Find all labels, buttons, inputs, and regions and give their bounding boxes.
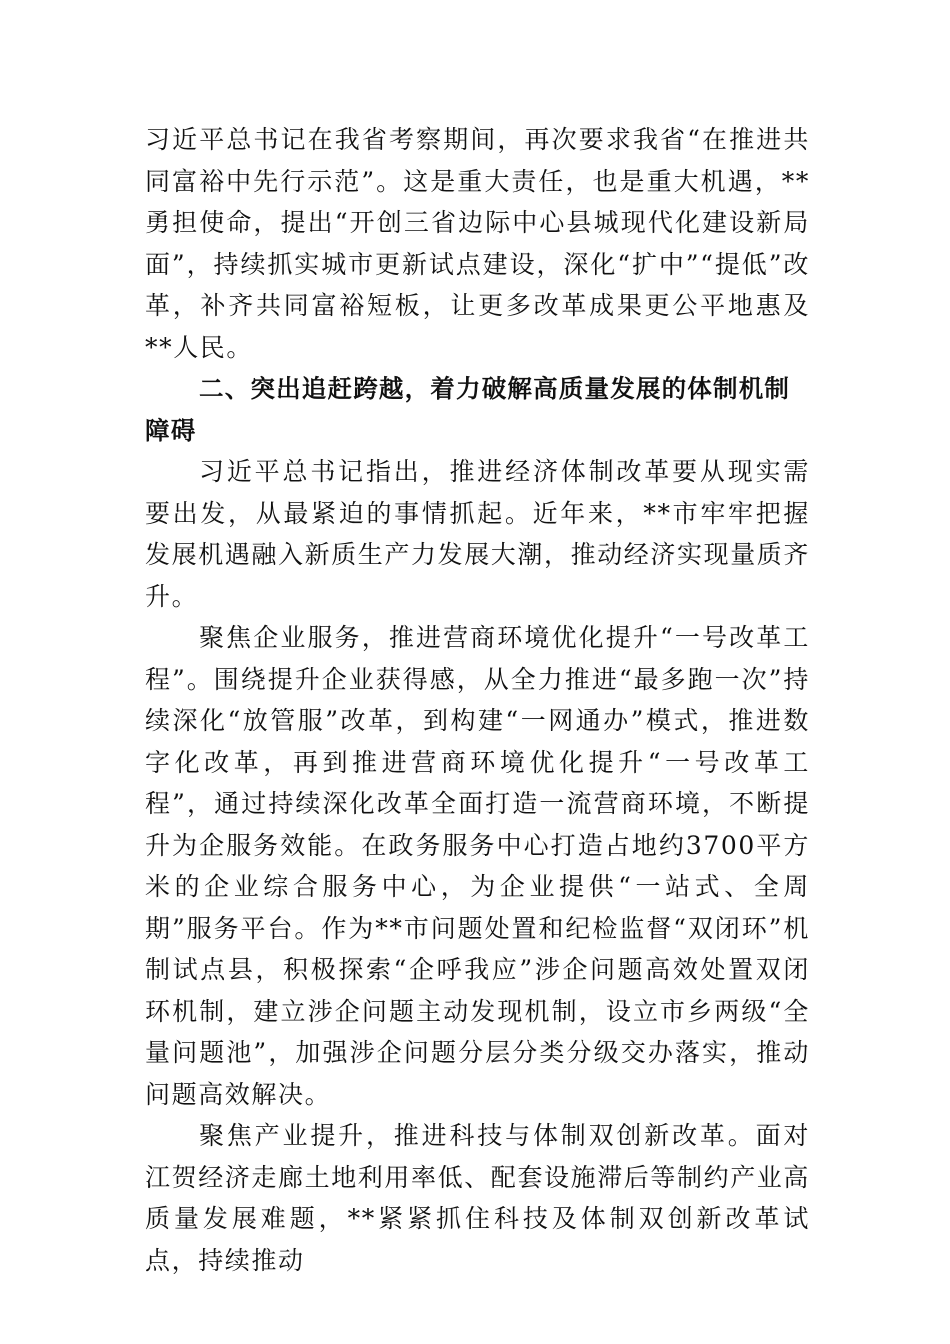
paragraph-industry-upgrade: 聚焦产业提升，推进科技与体制双创新改革。面对江贺经济走廊土地利用率低、配套设施滞后等制约产业高质量发展难题，**紧紧抓住科技及体制双创新改革试点，持续推动 [145, 1121, 811, 1275]
document-body [145, 119, 810, 1281]
paragraph-economic-reform: 习近平总书记指出，推进经济体制改革要从现实需要出发，从最紧迫的事情抓起。近年来，**市牢牢把握发展机遇融入新质生产力发展大潮，推动经济实现量质齐升。 [145, 457, 811, 611]
paragraph-enterprise-service: 聚焦企业服务，推进营商环境优化提升“一号改革工程”。围绕提升企业获得感，从全力推进“最多跑一次”持续深化“放管服”改革，到构建“一网通办”模式，推进数字化改革，再到推进营商环境优化提升“一号改革工程”，通过持续深化改革全面打造一流营商环境，不断提升为企服务效能。在政务服务中心打造占地约3700平方米的企业综合服务中心，为企业提供“一站式、全周期”服务平台。作为**市问题处置和纪检监督“双闭环”机制试点县，积极探索“企呼我应”涉企问题高效处置双闭环机制，建立涉企问题主动发现机制，设立市乡两级“全量问题池”，加强涉企问题分层分类分级交办落实，推动问题高效解决。 [145, 623, 810, 1109]
paragraph-common-prosperity: 习近平总书记在我省考察期间，再次要求我省“在推进共同富裕中先行示范”。这是重大责任，也是重大机遇，**勇担使命，提出“开创三省边际中心县城现代化建设新局面”，持续抓实城市更新试点建设，深化“扩中”“提低”改革，补齐共同富裕短板，让更多改革成果更公平地惠及**人民。 [145, 125, 810, 362]
section-heading-two: 二、突出追赶跨越，着力破解高质量发展的体制机制障碍 [145, 374, 791, 445]
